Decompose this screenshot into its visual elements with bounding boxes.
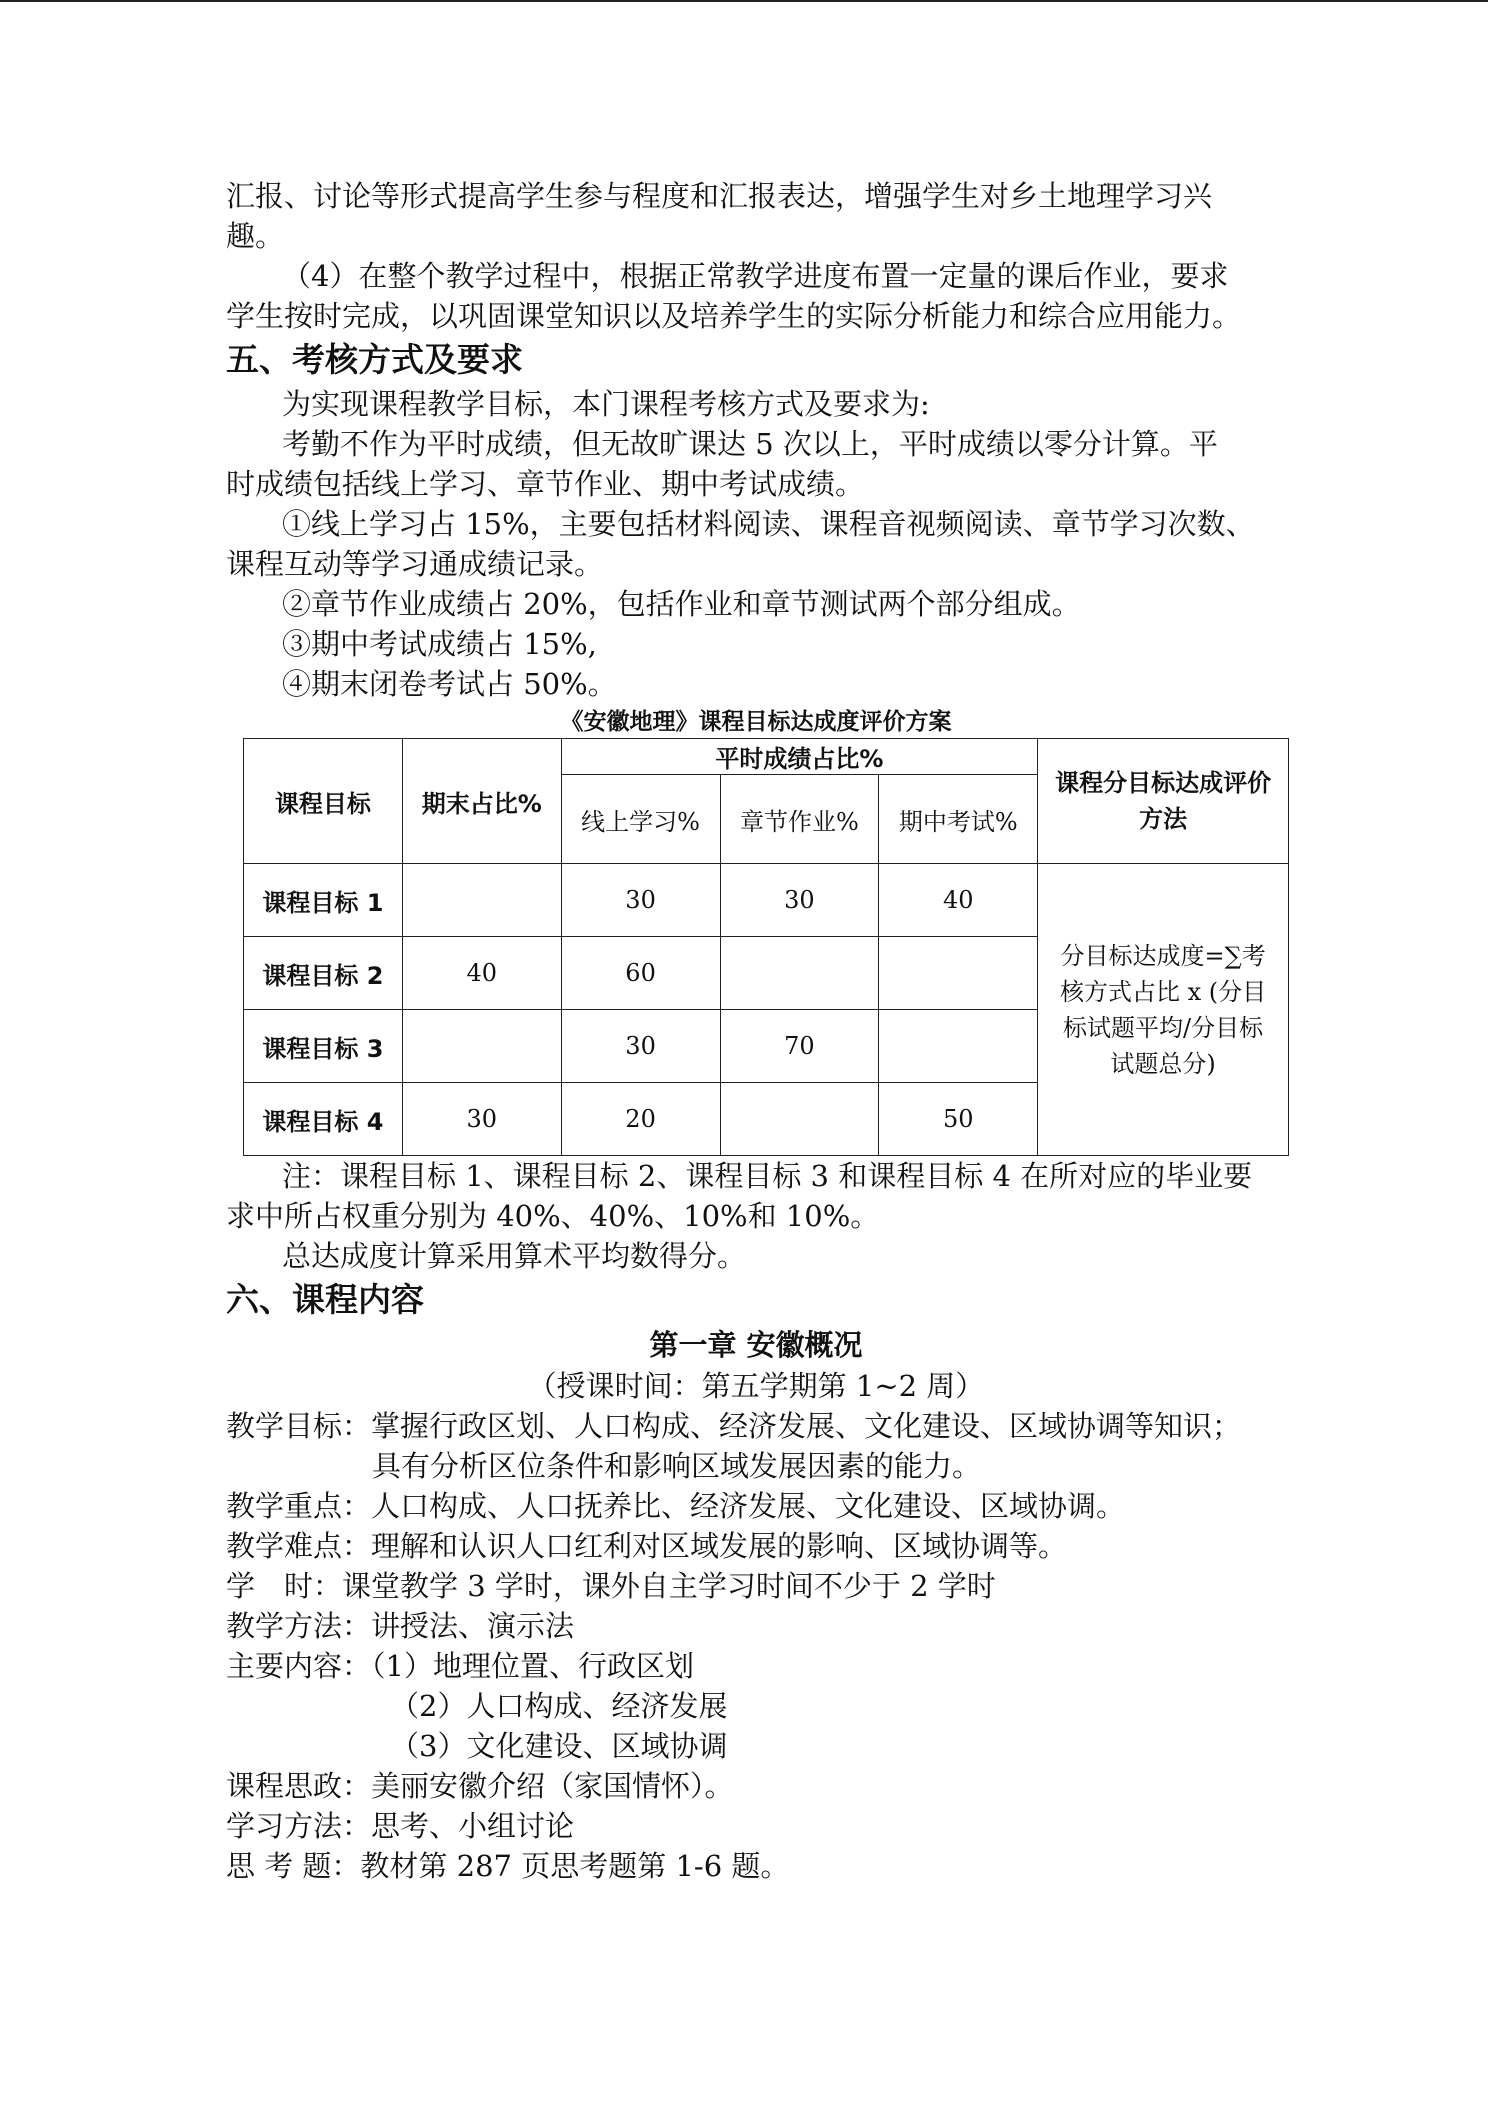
section-heading-assessment: 五、考核方式及要求 [226, 340, 523, 379]
teaching-key-points: 教学重点：人口构成、人口抚养比、经济发展、文化建设、区域协调。 [226, 1489, 1126, 1523]
cell-goal: 课程目标 1 [244, 864, 403, 937]
course-ideology: 课程思政：美丽安徽介绍（家国情怀）。 [226, 1769, 734, 1803]
cell-chapter: 30 [720, 864, 879, 937]
note-line: 求中所占权重分别为 40%、40%、10%和 10%。 [226, 1199, 880, 1233]
teaching-difficulties: 教学难点：理解和认识人口红利对区域发展的影响、区域协调等。 [226, 1529, 1068, 1563]
cell-midterm [879, 937, 1038, 1010]
cell-online: 30 [561, 864, 720, 937]
cell-midterm: 40 [879, 864, 1038, 937]
paragraph-line: ④期末闭卷考试占 50%。 [282, 667, 617, 701]
paragraph-line: 汇报、讨论等形式提高学生参与程度和汇报表达，增强学生对乡土地理学习兴 [226, 179, 1213, 213]
learning-methods: 学习方法：思考、小组讨论 [226, 1809, 575, 1843]
cell-final: 40 [402, 937, 561, 1010]
header-chapter: 章节作业% [720, 775, 879, 864]
cell-online: 30 [561, 1010, 720, 1083]
header-method [1038, 739, 1289, 864]
class-hours: 学 时：课堂教学 3 学时，课外自主学习时间不少于 2 学时 [226, 1569, 996, 1603]
paragraph-line: ②章节作业成绩占 20%，包括作业和章节测试两个部分组成。 [282, 587, 1081, 621]
teaching-objective-cont: 具有分析区位条件和影响区域发展因素的能力。 [372, 1449, 982, 1483]
note-line: 注：课程目标 1、课程目标 2、课程目标 3 和课程目标 4 在所对应的毕业要 [282, 1159, 1253, 1193]
header-final: 期末占比% [402, 739, 561, 864]
discussion-questions: 思 考 题：教材第 287 页思考题第 1-6 题。 [226, 1849, 790, 1883]
document-page [226, 176, 1286, 1886]
table-row [244, 864, 1289, 937]
section-heading-content: 六、课程内容 [226, 1280, 424, 1319]
cell-chapter [720, 937, 879, 1010]
teaching-objective: 教学目标：掌握行政区划、人口构成、经济发展、文化建设、区域协调等知识； [226, 1409, 1242, 1443]
main-content-item: （3）文化建设、区域协调 [390, 1729, 728, 1763]
paragraph-line: 学生按时完成，以巩固课堂知识以及培养学生的实际分析能力和综合应用能力。 [226, 299, 1242, 333]
paragraph-line: 为实现课程教学目标，本门课程考核方式及要求为: [282, 387, 930, 421]
cell-final [402, 1010, 561, 1083]
cell-online: 20 [561, 1083, 720, 1156]
note-line: 总达成度计算采用算术平均数得分。 [282, 1239, 747, 1273]
top-border-line [0, 0, 1488, 2]
cell-goal: 课程目标 3 [244, 1010, 403, 1083]
paragraph-line: （4）在整个教学过程中，根据正常教学进度布置一定量的课后作业，要求 [282, 259, 1229, 293]
chapter-time: （授课时间：第五学期第 1~2 周） [527, 1369, 985, 1403]
chapter-title: 第一章 安徽概况 [649, 1328, 863, 1362]
header-usual: 平时成绩占比% [561, 739, 1038, 775]
cell-chapter [720, 1083, 879, 1156]
paragraph-line: 趣。 [226, 219, 285, 253]
cell-final [402, 864, 561, 937]
cell-method: 分目标达成度=∑考核方式占比 x (分目标试题平均/分目标试题总分) [1038, 864, 1289, 1156]
header-goal: 课程目标 [244, 739, 403, 864]
header-online: 线上学习% [561, 775, 720, 864]
cell-midterm: 50 [879, 1083, 1038, 1156]
table-title: 《安徽地理》课程目标达成度评价方案 [560, 709, 952, 735]
paragraph-line: ③期中考试成绩占 15%, [282, 627, 597, 661]
cell-chapter: 70 [720, 1010, 879, 1083]
cell-final: 30 [402, 1083, 561, 1156]
cell-goal: 课程目标 2 [244, 937, 403, 1010]
paragraph-line: 课程互动等学习通成绩记录。 [226, 547, 604, 581]
main-content-item: （2）人口构成、经济发展 [390, 1689, 728, 1723]
header-method-text: 课程分目标达成评价方法 [1055, 769, 1272, 833]
cell-goal: 课程目标 4 [244, 1083, 403, 1156]
teaching-methods: 教学方法：讲授法、演示法 [226, 1609, 575, 1643]
cell-online: 60 [561, 937, 720, 1010]
paragraph-line: 时成绩包括线上学习、章节作业、期中考试成绩。 [226, 467, 865, 501]
header-midterm: 期中考试% [879, 775, 1038, 864]
evaluation-table [243, 738, 1289, 1156]
main-content: 主要内容：（1）地理位置、行政区划 [226, 1649, 694, 1683]
cell-midterm [879, 1010, 1038, 1083]
paragraph-line: 考勤不作为平时成绩，但无故旷课达 5 次以上，平时成绩以零分计算。平 [282, 427, 1218, 461]
paragraph-line: ①线上学习占 15%，主要包括材料阅读、课程音视频阅读、章节学习次数、 [282, 507, 1255, 541]
